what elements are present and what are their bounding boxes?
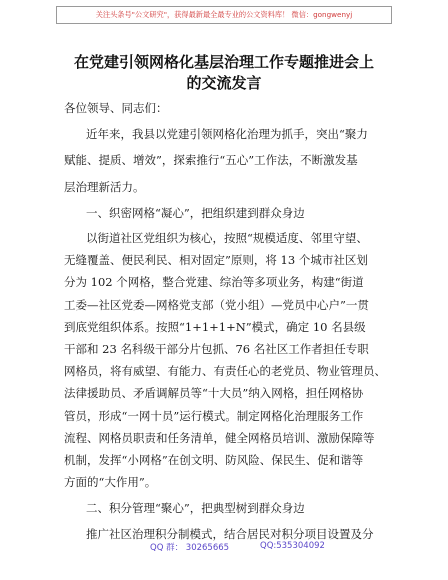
section1-line: 网格员，将有威望、有能力、有责任心的老党员、物业管理员、 <box>64 364 386 379</box>
section1-line: 法律援助员、矛盾调解员等“十大员”纳入网格，担任网格协 <box>64 386 364 401</box>
document-title-line-1: 在党建引领网格化基层治理工作专题推进会上 <box>73 53 374 71</box>
section1-line: 管员，形成“一网十员”运行模式。制定网格化治理服务工作 <box>64 408 364 423</box>
section2-line: 推广社区治理积分制模式，结合居民对积分项目设置及分 <box>86 527 374 542</box>
section1-line: 工委—社区党委—网格党支部（党小组）—党员中心户”一贯 <box>64 297 369 312</box>
section1-line: 方面的“大作用”。 <box>64 475 157 490</box>
section1-line: 到底党组织体系。按照“1+1+1+N”模式，确定 10 名县级 <box>64 319 366 334</box>
section1-line: 机制，发挥“小网格”在创文明、防风险、保民生、促和谐等 <box>64 453 364 467</box>
section-heading-1: 一、织密网格“凝心”，把组织建到群众身边 <box>86 206 305 220</box>
intro-line: 赋能、提质、增效”，探索推行“五心”工作法，不断激发基 <box>64 153 358 167</box>
footer-qq: QQ:535304092 <box>260 541 325 551</box>
document-title-line-2: 的交流发言 <box>186 74 262 92</box>
intro-line: 层治理新活力。 <box>64 180 145 194</box>
section1-line: 流程、网格员职责和任务清单，健全网格员培训、激励保障等 <box>64 430 375 445</box>
footer-qq-group: QQ 群： 30265665 <box>150 543 230 553</box>
promo-banner: 关注头条号"公文研究"，获得最新最全最专业的公文资料库！ 微信：gongwenyj <box>56 6 392 24</box>
section1-line: 干部和 23 名科级干部分片包抓、76 名社区工作者担任专职 <box>64 342 369 356</box>
section1-line: 以街道社区党组织为核心，按照“规模适度、邻里守望、 <box>86 231 368 245</box>
section-heading-2: 二、积分管理“聚心”，把典型树到群众身边 <box>86 501 305 516</box>
section1-line: 无缝覆盖、便民利民、相对固定”原则，将 13 个城市社区划 <box>64 253 368 268</box>
section1-line: 分为 102 个网格，整合党建、综治等多项业务，构建“街道 <box>64 275 364 290</box>
intro-line: 近年来，我县以党建引领网格化治理为抓手，突出“聚力 <box>86 127 368 141</box>
salutation: 各位领导、同志们： <box>64 101 168 115</box>
